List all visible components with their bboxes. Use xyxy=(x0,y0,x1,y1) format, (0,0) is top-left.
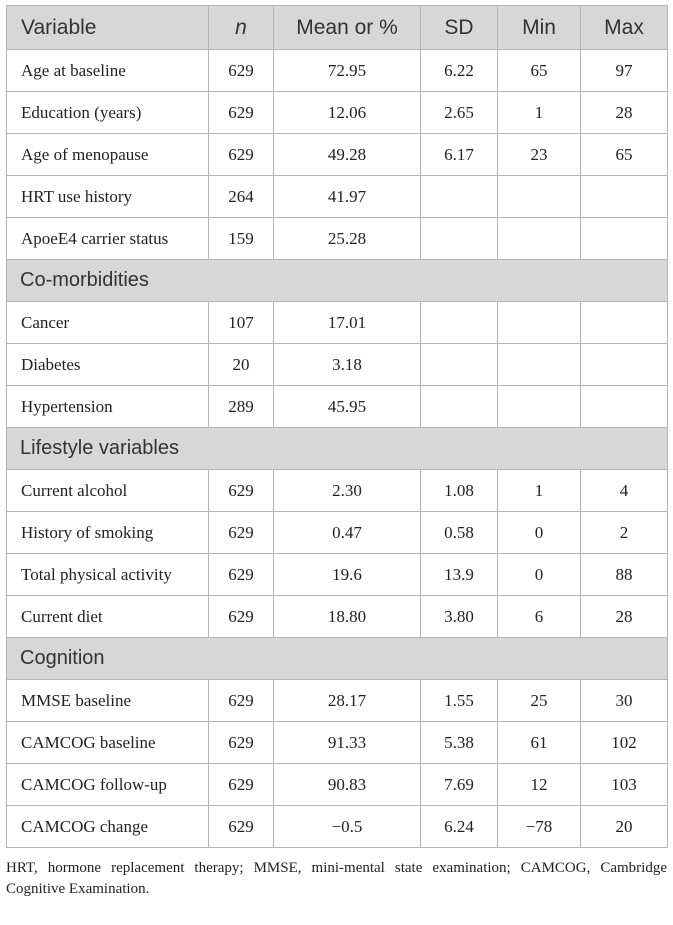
cell-sd: 5.38 xyxy=(421,722,498,764)
cell-mean: 28.17 xyxy=(274,680,421,722)
cell-max: 65 xyxy=(581,134,668,176)
cell-n: 629 xyxy=(209,50,274,92)
column-header-n: n xyxy=(209,6,274,50)
table-row xyxy=(7,134,668,176)
section-header-row xyxy=(7,428,668,470)
cell-sd: 3.80 xyxy=(421,596,498,638)
table-footnote: HRT, hormone replacement therapy; MMSE, mini-mental state examination; CAMCOG, Cambridge Cognitive Examination. xyxy=(6,860,667,897)
cell-max: 103 xyxy=(581,764,668,806)
cell-mean: 90.83 xyxy=(274,764,421,806)
cell-mean: 3.18 xyxy=(274,344,421,386)
cell-sd xyxy=(421,302,498,344)
cell-min: 12 xyxy=(498,764,581,806)
cell-min xyxy=(498,218,581,260)
cell-mean: 2.30 xyxy=(274,470,421,512)
cell-variable: Age of menopause xyxy=(7,134,209,176)
cell-max xyxy=(581,344,668,386)
table-container xyxy=(6,5,667,900)
cell-mean: 18.80 xyxy=(274,596,421,638)
cell-min xyxy=(498,344,581,386)
table-row xyxy=(7,512,668,554)
cell-min xyxy=(498,386,581,428)
cell-mean: 91.33 xyxy=(274,722,421,764)
section-title: Cognition xyxy=(7,638,668,680)
cell-mean: 12.06 xyxy=(274,92,421,134)
cell-variable: CAMCOG change xyxy=(7,806,209,848)
cell-n: 629 xyxy=(209,470,274,512)
cell-n: 629 xyxy=(209,764,274,806)
column-header-variable: Variable xyxy=(7,6,209,50)
cell-mean: 72.95 xyxy=(274,50,421,92)
cell-max: 2 xyxy=(581,512,668,554)
cell-min: 0 xyxy=(498,512,581,554)
cell-n: 629 xyxy=(209,512,274,554)
table-row xyxy=(7,50,668,92)
cell-variable: Cancer xyxy=(7,302,209,344)
cell-variable: CAMCOG baseline xyxy=(7,722,209,764)
cell-max xyxy=(581,386,668,428)
section-title: Co-morbidities xyxy=(7,260,668,302)
cell-n: 264 xyxy=(209,176,274,218)
cell-max xyxy=(581,176,668,218)
cell-min: 1 xyxy=(498,92,581,134)
cell-min: 0 xyxy=(498,554,581,596)
table-row xyxy=(7,470,668,512)
cell-mean: 25.28 xyxy=(274,218,421,260)
table-row xyxy=(7,176,668,218)
cell-max: 30 xyxy=(581,680,668,722)
table-row xyxy=(7,302,668,344)
cell-n: 20 xyxy=(209,344,274,386)
cell-variable: ApoeE4 carrier status xyxy=(7,218,209,260)
cell-max: 97 xyxy=(581,50,668,92)
table-row xyxy=(7,596,668,638)
cell-mean: 49.28 xyxy=(274,134,421,176)
cell-max: 88 xyxy=(581,554,668,596)
cell-max xyxy=(581,302,668,344)
cell-min: 61 xyxy=(498,722,581,764)
cell-max: 102 xyxy=(581,722,668,764)
table-row xyxy=(7,680,668,722)
cell-n: 629 xyxy=(209,806,274,848)
cell-mean: 19.6 xyxy=(274,554,421,596)
cell-sd: 0.58 xyxy=(421,512,498,554)
cell-max: 20 xyxy=(581,806,668,848)
cell-variable: Current diet xyxy=(7,596,209,638)
cell-variable: Current alcohol xyxy=(7,470,209,512)
cell-sd: 6.22 xyxy=(421,50,498,92)
column-header-min: Min xyxy=(498,6,581,50)
cell-n: 629 xyxy=(209,722,274,764)
column-header-mean: Mean or % xyxy=(274,6,421,50)
cell-sd: 7.69 xyxy=(421,764,498,806)
column-header-sd: SD xyxy=(421,6,498,50)
cell-min: −78 xyxy=(498,806,581,848)
cell-sd xyxy=(421,386,498,428)
cell-sd xyxy=(421,176,498,218)
cell-variable: MMSE baseline xyxy=(7,680,209,722)
table-row xyxy=(7,344,668,386)
cell-sd: 13.9 xyxy=(421,554,498,596)
table-row xyxy=(7,764,668,806)
cell-mean: −0.5 xyxy=(274,806,421,848)
cell-max: 4 xyxy=(581,470,668,512)
table-row xyxy=(7,92,668,134)
cell-n: 629 xyxy=(209,554,274,596)
cell-n: 159 xyxy=(209,218,274,260)
cell-min: 25 xyxy=(498,680,581,722)
table-body xyxy=(7,50,668,848)
section-header-row xyxy=(7,638,668,680)
cell-sd: 6.24 xyxy=(421,806,498,848)
cell-min xyxy=(498,302,581,344)
table-row xyxy=(7,218,668,260)
header-row xyxy=(7,6,668,50)
cell-variable: Education (years) xyxy=(7,92,209,134)
cell-variable: Diabetes xyxy=(7,344,209,386)
cell-mean: 17.01 xyxy=(274,302,421,344)
cell-sd xyxy=(421,218,498,260)
cell-min: 6 xyxy=(498,596,581,638)
cell-n: 629 xyxy=(209,596,274,638)
cell-variable: History of smoking xyxy=(7,512,209,554)
cell-min: 65 xyxy=(498,50,581,92)
cell-mean: 0.47 xyxy=(274,512,421,554)
column-header-max: Max xyxy=(581,6,668,50)
cell-n: 629 xyxy=(209,134,274,176)
table-row xyxy=(7,722,668,764)
cell-min: 1 xyxy=(498,470,581,512)
cell-variable: HRT use history xyxy=(7,176,209,218)
cell-mean: 41.97 xyxy=(274,176,421,218)
section-title: Lifestyle variables xyxy=(7,428,668,470)
cell-max: 28 xyxy=(581,92,668,134)
cell-min: 23 xyxy=(498,134,581,176)
cell-max xyxy=(581,218,668,260)
cell-sd: 1.08 xyxy=(421,470,498,512)
table-row xyxy=(7,386,668,428)
cell-min xyxy=(498,176,581,218)
cell-n: 289 xyxy=(209,386,274,428)
cell-n: 629 xyxy=(209,680,274,722)
cell-sd xyxy=(421,344,498,386)
cell-n: 629 xyxy=(209,92,274,134)
cell-sd: 2.65 xyxy=(421,92,498,134)
cell-sd: 6.17 xyxy=(421,134,498,176)
table-row xyxy=(7,554,668,596)
cell-sd: 1.55 xyxy=(421,680,498,722)
descriptive-statistics-table xyxy=(6,5,668,848)
cell-max: 28 xyxy=(581,596,668,638)
section-header-row xyxy=(7,260,668,302)
cell-mean: 45.95 xyxy=(274,386,421,428)
cell-variable: CAMCOG follow-up xyxy=(7,764,209,806)
cell-n: 107 xyxy=(209,302,274,344)
cell-variable: Age at baseline xyxy=(7,50,209,92)
cell-variable: Total physical activity xyxy=(7,554,209,596)
cell-variable: Hypertension xyxy=(7,386,209,428)
table-row xyxy=(7,806,668,848)
